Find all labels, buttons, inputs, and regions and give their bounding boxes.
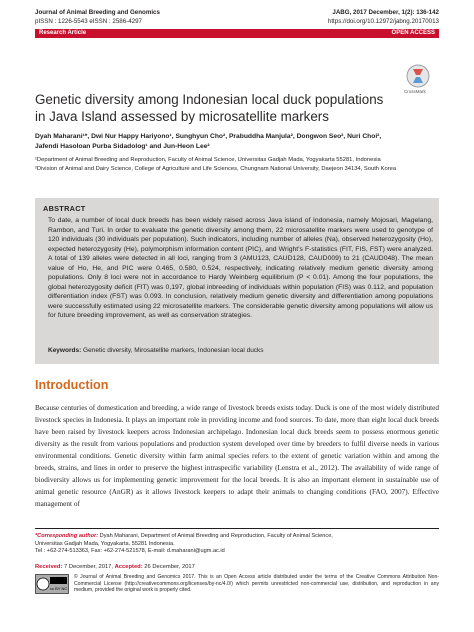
journal-name: Journal of Animal Breeding and Genomics [35,9,160,16]
license-text: © Journal of Animal Breeding and Genomics 2017. This is an Open Access article distributed under the terms of the Creative Commons Attribution Non-Commercial License (http://creativecommons.org/licenses/by-nc/4.0/) which permits unrestricted non-commercial use, distribution, and reproduction in any medium, provided the original work is properly cited. [74,574,439,593]
corresponding-footnote [35,533,335,556]
accepted-label: Accepted: [114,564,143,570]
received-label: Received: [35,564,63,570]
doi-link[interactable]: https://doi.org/10.12972/jabng.20170013 [327,17,439,25]
affiliation-2: ²Division of Animal and Dairy Science, College of Agriculture and Life Sciences, Chungnam National University, Daejeon 34134, South Korea [35,166,397,172]
cc-label: cc BY NC [50,586,68,591]
article-type: Research Article [39,30,87,36]
citation: JABG, 2017 December, 1(2): 136-142 [332,9,439,16]
keywords [48,347,433,354]
journal-header [35,9,160,26]
accepted-date: 26 December, 2017 [144,564,195,570]
article-type-bar [35,29,439,38]
received-date: 7 December, 2017 [64,564,112,570]
dates: Received: 7 December, 2017, Accepted: 26 December, 2017 [35,564,195,570]
citation-header [328,9,439,26]
crossmark-icon[interactable] [401,62,435,98]
open-access-label: OPEN ACCESS [391,30,435,36]
footnote-divider [35,528,439,529]
creative-commons-icon[interactable] [35,574,69,594]
introduction-heading: Introduction [35,378,109,392]
affiliation-1: ¹Department of Animal Breeding and Reproduction, Faculty of Animal Science, Universitas Gadjah Mada, Yogyakarta 55281, Indonesia [35,157,381,163]
footnote-text: Dyah Maharani, Department of Animal Breeding and Reproduction, Faculty of Animal Science, Universitas Gadjah Mada, Yogyakarta, 55281 Indonesia. [35,533,333,547]
footnote-label: *Corresponding author: [35,533,99,539]
crossmark-label: CrossMark [404,89,426,94]
introduction-text: Because centuries of domestication and breeding, a wide range of livestock breeds exists today. Duck is one of the most widely distributed livestock species in Indonesia. It plays an important role in providing income and food sources. To date, more than eight local duck breeds have been raised by livestock keepers across Indonesian archipelago. Indonesian local duck breeds seem to possess enormous genetic diversity as the result from various populations and production system developed over time by breeders to fulfil diverse needs in various environmental conditions. Genetic diversity within farm animal species refers to the extent of genetic variation within and among the breeds, strains, and lines in order to preserve the highest intraspecific variability (Lenstra et al., 2012). The availability of wide range of biodiversity allows us for implementing genetic improvement for the local breeds. It is also an important element in sustainable use of animal genetic resource (AnGR) as it allows livestock keepers to adapt their animals to changing conditions (FAO, 2007). Effective management of [35,404,439,509]
keywords-text: Genetic diversity, Mirosatellite markers, Indonesian local ducks [83,347,264,354]
affiliations [35,156,439,174]
footnote-contact: Tel : +62-274-513363, Fax: +62-274-521578, E-mail: d.maharani@ugm.ac.id [35,548,225,554]
authors [35,132,439,152]
issn: pISSN : 1226-5543 eISSN : 2586-4297 [35,17,142,25]
authors-line-2: Jafendi Hasoloan Purba Sidadolog¹ and Jun-Heon Lee² [35,143,210,150]
keywords-label: Keywords: [48,347,82,354]
abstract-heading: ABSTRACT [43,204,86,213]
abstract-text: To date, a number of local duck breeds has been widely raised across Java island of Indonesia, namely Mojosari, Magelang, Rambon, and Turi. In order to evaluate the genetic diversity among them, 22 microsatellite markers were used to genotype of 120 individuals (30 individuals per population). Such indicators, including number of alleles (Na), observed heterozygosity (Ho), expected heterozygosity (He), polymorphism information content (PIC), and Wright's F-statistics (FIT, FIS, FST) were analyzed. A total of 139 alleles were detected in all loci, ranging from 3 (AMU123, CAUD128, CAUD009) to 21 (CAUD048). The mean value of Ho, He, and PIC were 0.465, 0.580, 0.524, respectively, indicating relatively medium genetic diversity among populations. Only 8 loci were not in accordance to Hardy Weinberg equilibrium (P < 0.01). Among the four populations, the global heterozygosity deficit (FIT) was 0,197, global inbreeding of individuals within population (FIS) was 0.112, and population differentiation index (FST) was 0.093. In conclusion, relatively medium genetic diversity and differentiation among populations were successfully estimated using 22 microsatellite markers. The considerable genetic diversity among populations will allow us for future breeding improvement, as well as conservation strategies. [48,217,433,319]
authors-line-1: Dyah Maharani¹*, Dwi Nur Happy Hariyono¹, Sunghyun Cho², Prabuddha Manjula², Dongwon Seo², Nuri Choi², [35,133,382,140]
article-title: Genetic diversity among Indonesian local duck populations in Java Island assessed by microsatellite markers [35,92,384,124]
